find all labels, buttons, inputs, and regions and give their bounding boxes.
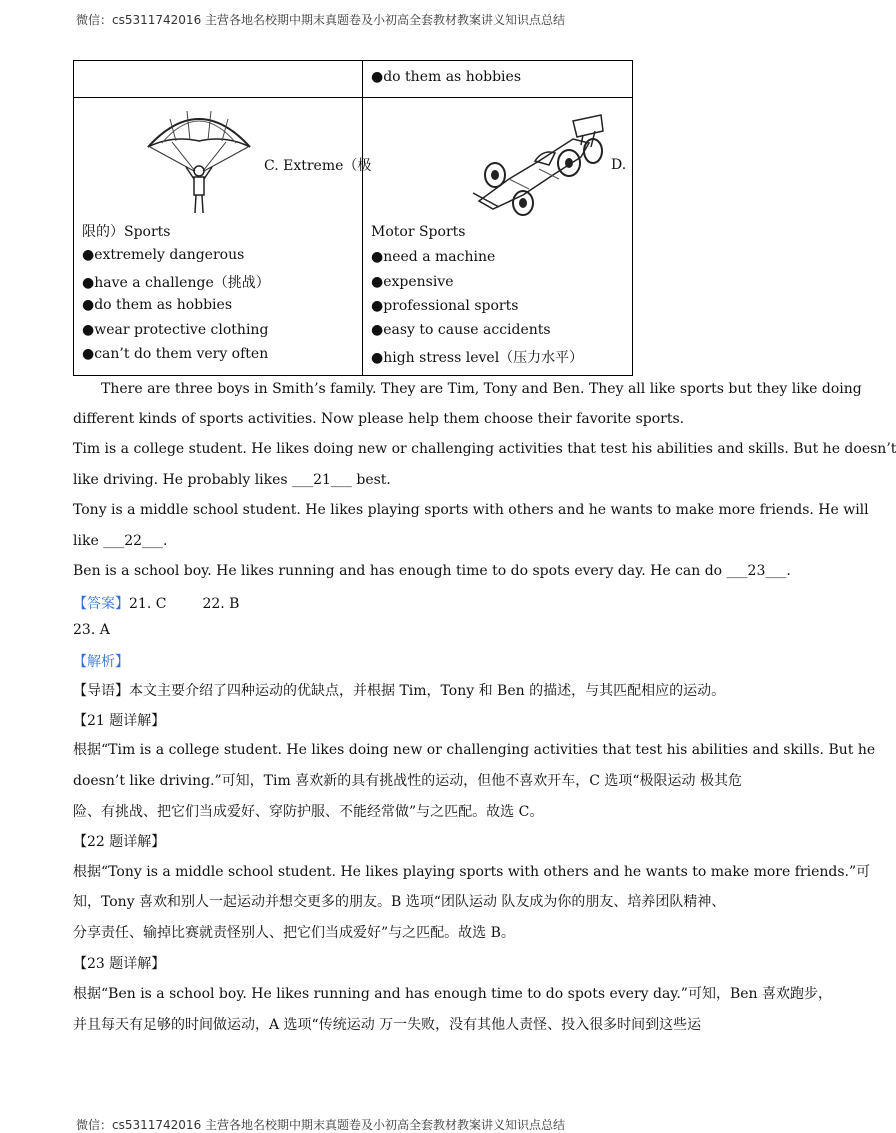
race-car-icon [469,109,609,217]
motor-item: ●high stress level（压力水平） [371,350,584,366]
passage-line: like ___22___. [73,533,168,549]
blank-22: ___22___ [103,533,164,549]
extreme-item: ●wear protective clothing [82,322,269,338]
extreme-title-b: 限的）Sports [82,224,171,240]
answer-21: 21. C [129,596,167,612]
extreme-title-a: C. Extreme（极 [264,158,372,174]
motor-item: ●need a machine [371,249,496,265]
extreme-item: ●have a challenge（挑战） [82,275,270,291]
blank-23: ___23___ [726,563,787,579]
passage-line: Tony is a middle school student. He likes playing sports with others and he wants to make more friends. He will [73,502,869,518]
q22-heading: 【22 题详解】 [73,834,166,850]
extreme-item: ●can’t do them very often [82,346,269,362]
q22-text: 分享责任、输掉比赛就责怪别人、把它们当成爱好”与之匹配。故选 B。 [73,925,515,941]
analysis-label: 【解析】 [73,654,129,670]
q22-text: 根据“Tony is a middle school student. He likes playing sports with others and he wants to make more friends.”可 [73,864,871,880]
q23-text: 并且每天有足够的时间做运动，A 选项“传统运动 万一失败，没有其他人责怪、投入很多时间到这些运 [73,1017,702,1033]
q21-heading: 【21 题详解】 [73,713,166,729]
motor-letter: D. [611,157,627,173]
blank-21: ___21___ [292,472,352,488]
paraglider-icon [142,105,256,217]
motor-item: ●expensive [371,274,454,290]
answer-line [73,593,239,613]
q21-text: doesn’t like driving.”可知，Tim 喜欢新的具有挑战性的运动，但他不喜欢开车，C 选项“极限运动 极其危 [73,773,742,789]
motor-item: ●easy to cause accidents [371,322,551,338]
guide-line: 【导语】本文主要介绍了四种运动的优缺点，并根据 Tim，Tony 和 Ben 的描述，与其匹配相应的运动。 [73,683,726,699]
q21-text: 险、有挑战、把它们当成爱好、穿防护服、不能经常做”与之匹配。故选 C。 [73,804,544,820]
extreme-item: ●do them as hobbies [82,297,233,313]
q22-text: 知，Tony 喜欢和别人一起运动并想交更多的朋友。B 选项“团队运动 队友成为你的朋友、培养团队精神、 [73,894,726,910]
passage-line: There are three boys in Smith’s family. They are Tim, Tony and Ben. They all like sports but they like doing [101,381,862,397]
page-header: 微信：cs5311742016 主营各地名校期中期末真题卷及小初高全套教材教案讲义知识点总结 [76,13,566,27]
page-footer: 微信：cs5311742016 主营各地名校期中期末真题卷及小初高全套教材教案讲义知识点总结 [76,1118,566,1132]
answer-22: 22. B [202,596,240,612]
sports-table [73,60,633,376]
table-divider-vertical [362,61,363,375]
passage-line: like driving. He probably likes ___21___ best. [73,472,391,488]
motor-title: Motor Sports [371,224,466,240]
answer-23: 23. A [73,622,110,638]
cell-top-right: ●do them as hobbies [371,69,522,85]
extreme-item: ●extremely dangerous [82,247,245,263]
q23-text: 根据“Ben is a school boy. He likes running and has enough time to do spots every day.”可知，Ben 喜欢跑步， [73,986,833,1002]
passage-line: Tim is a college student. He likes doing new or challenging activities that test his abilities and skills. But he doesn’t [73,441,896,457]
q23-heading: 【23 题详解】 [73,956,166,972]
table-divider-horizontal [74,97,632,98]
motor-item: ●professional sports [371,298,519,314]
passage-line: different kinds of sports activities. Now please help them choose their favorite sports. [73,411,685,427]
answer-label: 【答案】 [73,596,129,612]
passage-line: Ben is a school boy. He likes running and has enough time to do spots every day. He can do ___23___. [73,563,791,579]
q21-text: 根据“Tim is a college student. He likes doing new or challenging activities that test his abilities and skills. But he [73,742,876,758]
